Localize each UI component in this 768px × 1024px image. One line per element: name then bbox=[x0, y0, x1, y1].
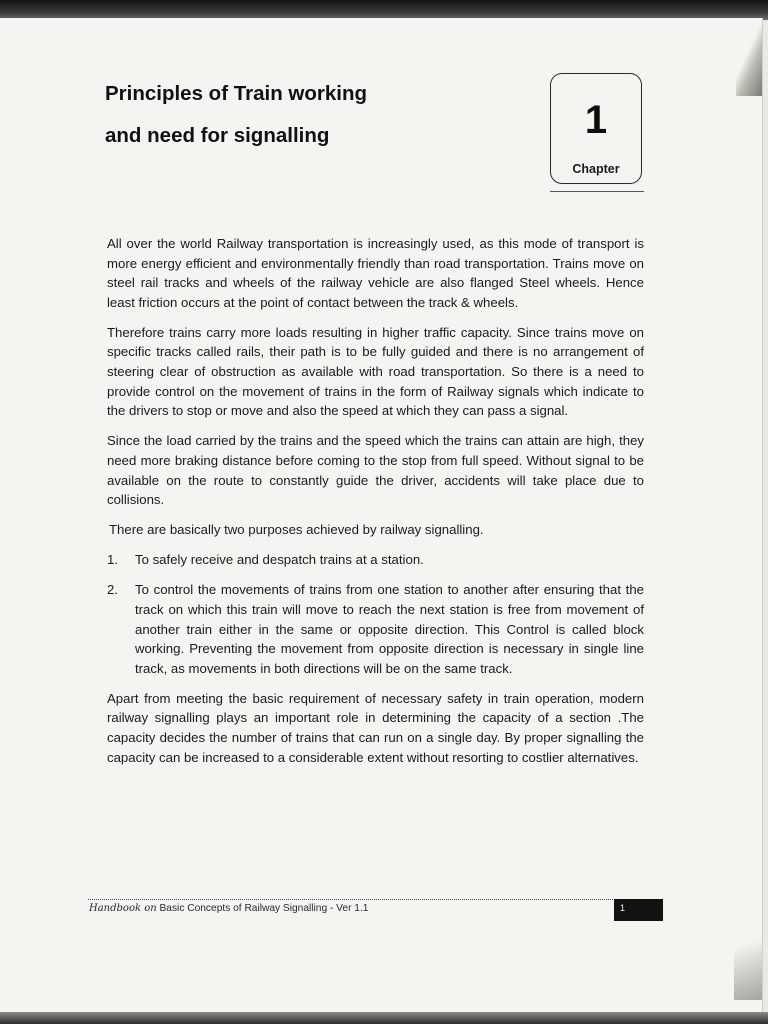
footer-divider bbox=[88, 899, 663, 900]
footer-title bbox=[89, 903, 368, 914]
page-number: 1 bbox=[614, 899, 663, 921]
corner-curl bbox=[734, 920, 762, 1000]
list-item-number: 1. bbox=[107, 552, 118, 568]
paragraph: Since the load carried by the trains and the speed which the trains can attain are high, they need more braking distance before coming to the stop from full speed. Without signal to be available on the route to constantly guide the driver, accidents will take place due to collisions. bbox=[107, 433, 644, 508]
paragraph: Apart from meeting the basic requirement of necessary safety in train operation, modern railway signalling plays an important role in determining the capacity of a section .The capacity decides the number of trains that can run on a single day. By proper signalling the capacity can be increased to a considerable extent without resorting to costlier alternatives. bbox=[107, 690, 644, 765]
list-item-number: 2. bbox=[107, 582, 118, 598]
footer-title-text: Basic Concepts of Railway Signalling - Ver 1.1 bbox=[156, 903, 369, 914]
document-page bbox=[0, 18, 763, 1012]
scan-top-edge bbox=[0, 0, 768, 20]
list-item bbox=[107, 580, 644, 678]
page-curl bbox=[736, 26, 762, 96]
paragraph: Therefore trains carry more loads resulting in higher traffic capacity. Since trains move on specific tracks called rails, their path is to be fully guided and there is no arrangement of steering clear of obstruction as available with road transportation. So there is a need to provide control on the movement of trains in the form of Railway signals which indicate to the drivers to stop or move and also the speed at which they can pass a signal. bbox=[107, 324, 644, 419]
chapter-number: 1 bbox=[584, 98, 608, 142]
list-item bbox=[107, 550, 644, 570]
list-item-text: To control the movements of trains from one station to another after ensuring that the track on which this train will move to reach the next station is free from movement of another train either in the same or opposite direction. This Control is called block working. Preventing the movement from opposite direction is necessary in single line track, as movements in both directions will be on the same track. bbox=[135, 582, 644, 676]
body-text bbox=[107, 234, 644, 778]
paragraph: All over the world Railway transportation is increasingly used, as this mode of transport is more energy efficient and environmentally friendly than road transportation. Trains move on steel rail tracks and wheels of the railway vehicle are also flanged Steel wheels. Hence least friction occurs at the point of contact between the track & wheels. bbox=[107, 236, 644, 310]
chapter-title-line-2: and need for signalling bbox=[105, 124, 330, 147]
chapter-divider bbox=[550, 191, 644, 192]
chapter-label: Chapter bbox=[572, 162, 620, 176]
scan-bottom-edge bbox=[0, 1012, 768, 1024]
list-intro: There are basically two purposes achieved by railway signalling. bbox=[109, 522, 484, 538]
list-item-text: To safely receive and despatch trains at a station. bbox=[135, 552, 424, 568]
chapter-badge bbox=[550, 73, 642, 184]
chapter-title-line-1: Principles of Train working bbox=[105, 82, 367, 105]
footer-script-prefix: Handbook on bbox=[89, 903, 157, 914]
